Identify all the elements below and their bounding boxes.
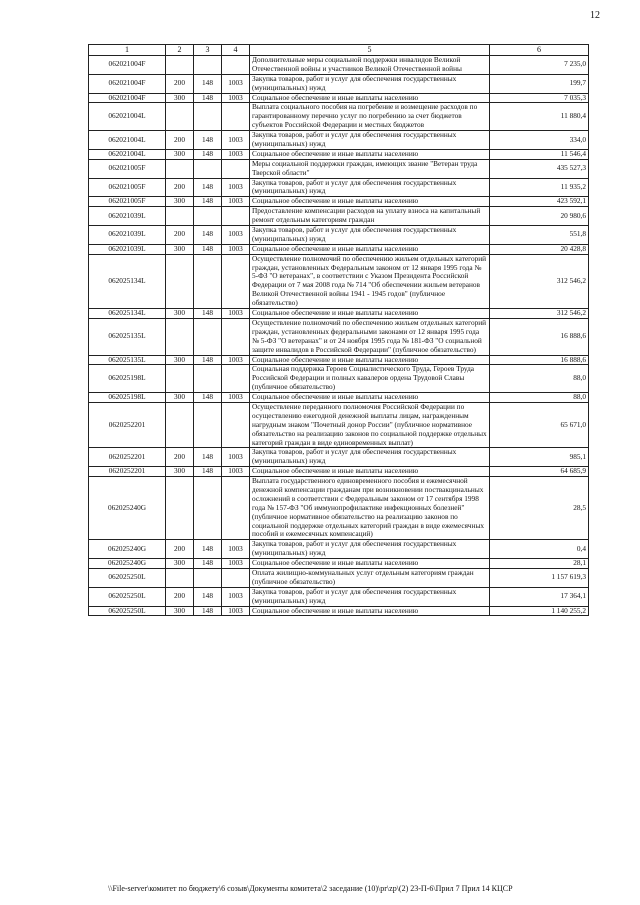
description-cell: Социальное обеспечение и иные выплаты населению xyxy=(250,93,490,103)
department-cell xyxy=(194,477,222,540)
amount-cell: 423 592,1 xyxy=(490,197,589,207)
description-cell: Меры социальной поддержки граждан, имеющих звание "Ветеран труда Тверской области" xyxy=(250,159,490,178)
expense-type-cell: 300 xyxy=(166,149,194,159)
expense-type-cell xyxy=(166,365,194,393)
department-cell: 148 xyxy=(194,393,222,403)
section-cell: 1003 xyxy=(222,309,250,319)
department-cell: 148 xyxy=(194,178,222,197)
section-cell: 1003 xyxy=(222,393,250,403)
table-row xyxy=(89,103,589,131)
code-cell: 062025250L xyxy=(89,606,166,616)
section-cell: 1003 xyxy=(222,448,250,467)
description-cell: Социальное обеспечение и иные выплаты населению xyxy=(250,355,490,365)
description-cell: Социальное обеспечение и иные выплаты населению xyxy=(250,606,490,616)
table-row xyxy=(89,74,589,93)
table-row xyxy=(89,606,589,616)
column-header: 5 xyxy=(250,45,490,56)
amount-cell: 11 880,4 xyxy=(490,103,589,131)
department-cell: 148 xyxy=(194,226,222,245)
amount-cell: 17 364,1 xyxy=(490,587,589,606)
budget-table xyxy=(88,44,589,616)
description-cell: Социальное обеспечение и иные выплаты населению xyxy=(250,197,490,207)
expense-type-cell: 200 xyxy=(166,448,194,467)
amount-cell: 16 888,6 xyxy=(490,355,589,365)
section-cell: 1003 xyxy=(222,467,250,477)
amount-cell: 88,0 xyxy=(490,365,589,393)
table-row xyxy=(89,309,589,319)
description-cell: Осуществление полномочий по обеспечению жильем отдельных категорий граждан, установленных Федеральным законом от 12 января 1995 года № 5-ФЗ "О ветеранах", в соответствии с Указом Президента Российской Федерации от 7 мая 2008 года № 714 "Об обеспечении жильем ветеранов Великой Отечественной войны 1941 - 1945 годов" (публичное обязательство) xyxy=(250,254,490,308)
table-row xyxy=(89,540,589,559)
table-row xyxy=(89,559,589,569)
amount-cell: 334,0 xyxy=(490,131,589,150)
department-cell: 148 xyxy=(194,131,222,150)
expense-type-cell xyxy=(166,159,194,178)
code-cell: 0620252201 xyxy=(89,402,166,447)
department-cell: 148 xyxy=(194,244,222,254)
column-header: 2 xyxy=(166,45,194,56)
code-cell: 062021005F xyxy=(89,159,166,178)
description-cell: Выплата государственного единовременного пособия и ежемесячной денежной компенсации гражданам при возникновении поствакцинальных осложнений в соответствии с Федеральным законом от 17 сентября 1998 года № 157-ФЗ "Об иммунопрофилактике инфекционных болезней" (публичное нормативное обязательство на реализацию законов по социальной поддержке отдельных категорий граждан в виде ежемесячных пособий и ежемесячных компенсаций) xyxy=(250,477,490,540)
amount-cell: 20 428,8 xyxy=(490,244,589,254)
expense-type-cell xyxy=(166,402,194,447)
description-cell: Социальное обеспечение и иные выплаты населению xyxy=(250,149,490,159)
expense-type-cell: 300 xyxy=(166,606,194,616)
code-cell: 062025240G xyxy=(89,477,166,540)
code-cell: 062025135L xyxy=(89,318,166,355)
column-header: 4 xyxy=(222,45,250,56)
table-row xyxy=(89,178,589,197)
amount-cell: 0,4 xyxy=(490,540,589,559)
section-cell: 1003 xyxy=(222,606,250,616)
table-row xyxy=(89,254,589,308)
section-cell: 1003 xyxy=(222,131,250,150)
table-row xyxy=(89,365,589,393)
amount-cell: 312 546,2 xyxy=(490,254,589,308)
table-row xyxy=(89,131,589,150)
section-cell xyxy=(222,207,250,226)
amount-cell: 7 035,3 xyxy=(490,93,589,103)
amount-cell: 88,0 xyxy=(490,393,589,403)
department-cell: 148 xyxy=(194,355,222,365)
table-row xyxy=(89,226,589,245)
department-cell: 148 xyxy=(194,467,222,477)
section-cell: 1003 xyxy=(222,226,250,245)
page-number: 12 xyxy=(590,10,600,21)
code-cell: 062025198L xyxy=(89,393,166,403)
table-row xyxy=(89,56,589,75)
code-cell: 062021004F xyxy=(89,74,166,93)
department-cell xyxy=(194,365,222,393)
code-cell: 062025135L xyxy=(89,355,166,365)
table-row xyxy=(89,448,589,467)
section-cell xyxy=(222,254,250,308)
section-cell xyxy=(222,159,250,178)
department-cell xyxy=(194,568,222,587)
amount-cell: 11 935,2 xyxy=(490,178,589,197)
description-cell: Закупка товаров, работ и услуг для обеспечения государственных (муниципальных) нужд xyxy=(250,540,490,559)
expense-type-cell: 300 xyxy=(166,467,194,477)
description-cell: Предоставление компенсации расходов на уплату взноса на капитальный ремонт отдельным категориям граждан xyxy=(250,207,490,226)
code-cell: 062021004L xyxy=(89,149,166,159)
description-cell: Выплата социального пособия на погребение и возмещение расходов по гарантированному перечню услуг по погребению за счет бюджетов субъектов Российской Федерации и местных бюджетов xyxy=(250,103,490,131)
section-cell: 1003 xyxy=(222,178,250,197)
amount-cell: 199,7 xyxy=(490,74,589,93)
table-row xyxy=(89,318,589,355)
department-cell xyxy=(194,207,222,226)
code-cell: 062025134L xyxy=(89,309,166,319)
department-cell xyxy=(194,159,222,178)
table-row xyxy=(89,393,589,403)
department-cell: 148 xyxy=(194,197,222,207)
description-cell: Социальное обеспечение и иные выплаты населению xyxy=(250,244,490,254)
department-cell: 148 xyxy=(194,149,222,159)
expense-type-cell: 300 xyxy=(166,197,194,207)
description-cell: Социальное обеспечение и иные выплаты населению xyxy=(250,393,490,403)
table-row xyxy=(89,402,589,447)
section-cell xyxy=(222,103,250,131)
expense-type-cell xyxy=(166,103,194,131)
amount-cell: 28,5 xyxy=(490,477,589,540)
code-cell: 062021005F xyxy=(89,197,166,207)
department-cell: 148 xyxy=(194,606,222,616)
department-cell: 148 xyxy=(194,559,222,569)
amount-cell: 64 685,9 xyxy=(490,467,589,477)
expense-type-cell: 300 xyxy=(166,393,194,403)
code-cell: 062021004F xyxy=(89,56,166,75)
column-header: 3 xyxy=(194,45,222,56)
code-cell: 0620252201 xyxy=(89,448,166,467)
code-cell: 062021004F xyxy=(89,93,166,103)
amount-cell: 985,1 xyxy=(490,448,589,467)
amount-cell: 551,8 xyxy=(490,226,589,245)
code-cell: 062021039L xyxy=(89,244,166,254)
description-cell: Осуществление переданного полномочия Российской Федерации по осуществлению ежегодной денежной выплаты лицам, награжденным нагрудным знаком "Почетный донор России" (публичное нормативное обязательство на реализацию законов по социальной поддержке отдельных категорий граждан в виде единовременных выплат) xyxy=(250,402,490,447)
expense-type-cell xyxy=(166,56,194,75)
description-cell: Осуществление полномочий по обеспечению жильем отдельных категорий граждан, установленных федеральными законами от 12 января 1995 года № 5-ФЗ "О ветеранах" и от 24 ноября 1995 года № 181-ФЗ "О социальной защите инвалидов в Российской Федерации" (публичное обязательство) xyxy=(250,318,490,355)
code-cell: 062025250L xyxy=(89,587,166,606)
file-path-footer: \\File-server\комитет по бюджету\6 созыв\Документы комитета\2 заседание (10)\pr\zp\(2) 23-П-6\Прил 7 Прил 14 КЦСР xyxy=(108,884,513,893)
amount-cell: 11 546,4 xyxy=(490,149,589,159)
amount-cell: 28,1 xyxy=(490,559,589,569)
code-cell: 062021004L xyxy=(89,131,166,150)
amount-cell: 65 671,0 xyxy=(490,402,589,447)
description-cell: Закупка товаров, работ и услуг для обеспечения государственных (муниципальных) нужд xyxy=(250,178,490,197)
table-row xyxy=(89,207,589,226)
description-cell: Закупка товаров, работ и услуг для обеспечения государственных (муниципальных) нужд xyxy=(250,226,490,245)
description-cell: Оплата жилищно-коммунальных услуг отдельным категориям граждан (публичное обязательство) xyxy=(250,568,490,587)
expense-type-cell xyxy=(166,568,194,587)
expense-type-cell: 300 xyxy=(166,309,194,319)
code-cell: 062025240G xyxy=(89,540,166,559)
description-cell: Закупка товаров, работ и услуг для обеспечения государственных (муниципальных) нужд xyxy=(250,74,490,93)
code-cell: 062025250L xyxy=(89,568,166,587)
table-row xyxy=(89,587,589,606)
section-cell: 1003 xyxy=(222,149,250,159)
amount-cell: 16 888,6 xyxy=(490,318,589,355)
section-cell: 1003 xyxy=(222,93,250,103)
expense-type-cell: 300 xyxy=(166,93,194,103)
code-cell: 062021039L xyxy=(89,207,166,226)
section-cell xyxy=(222,402,250,447)
section-cell: 1003 xyxy=(222,559,250,569)
department-cell: 148 xyxy=(194,309,222,319)
expense-type-cell xyxy=(166,207,194,226)
section-cell xyxy=(222,477,250,540)
expense-type-cell: 300 xyxy=(166,559,194,569)
department-cell xyxy=(194,56,222,75)
code-cell: 062025240G xyxy=(89,559,166,569)
code-cell: 0620252201 xyxy=(89,467,166,477)
code-cell: 062025134L xyxy=(89,254,166,308)
department-cell xyxy=(194,318,222,355)
department-cell xyxy=(194,402,222,447)
expense-type-cell: 200 xyxy=(166,131,194,150)
section-cell xyxy=(222,56,250,75)
description-cell: Социальное обеспечение и иные выплаты населению xyxy=(250,309,490,319)
section-cell xyxy=(222,365,250,393)
code-cell: 062025198L xyxy=(89,365,166,393)
code-cell: 062021004L xyxy=(89,103,166,131)
expense-type-cell: 200 xyxy=(166,178,194,197)
department-cell: 148 xyxy=(194,93,222,103)
expense-type-cell: 200 xyxy=(166,226,194,245)
table-row xyxy=(89,244,589,254)
table-header-row xyxy=(89,45,589,56)
table-row xyxy=(89,149,589,159)
description-cell: Социальное обеспечение и иные выплаты населению xyxy=(250,559,490,569)
table-row xyxy=(89,568,589,587)
department-cell: 148 xyxy=(194,448,222,467)
section-cell: 1003 xyxy=(222,244,250,254)
section-cell xyxy=(222,568,250,587)
section-cell: 1003 xyxy=(222,197,250,207)
section-cell: 1003 xyxy=(222,74,250,93)
expense-type-cell: 200 xyxy=(166,540,194,559)
section-cell: 1003 xyxy=(222,540,250,559)
expense-type-cell: 300 xyxy=(166,244,194,254)
department-cell xyxy=(194,103,222,131)
code-cell: 062021039L xyxy=(89,226,166,245)
section-cell: 1003 xyxy=(222,355,250,365)
column-header: 1 xyxy=(89,45,166,56)
expense-type-cell: 200 xyxy=(166,74,194,93)
amount-cell: 20 980,6 xyxy=(490,207,589,226)
expense-type-cell xyxy=(166,477,194,540)
table-row xyxy=(89,159,589,178)
table-row xyxy=(89,477,589,540)
description-cell: Закупка товаров, работ и услуг для обеспечения государственных (муниципальных) нужд xyxy=(250,587,490,606)
description-cell: Закупка товаров, работ и услуг для обеспечения государственных (муниципальных) нужд xyxy=(250,448,490,467)
section-cell: 1003 xyxy=(222,587,250,606)
department-cell: 148 xyxy=(194,587,222,606)
description-cell: Закупка товаров, работ и услуг для обеспечения государственных (муниципальных) нужд xyxy=(250,131,490,150)
amount-cell: 312 546,2 xyxy=(490,309,589,319)
description-cell: Социальное обеспечение и иные выплаты населению xyxy=(250,467,490,477)
amount-cell: 435 527,3 xyxy=(490,159,589,178)
department-cell xyxy=(194,254,222,308)
column-header: 6 xyxy=(490,45,589,56)
description-cell: Дополнительные меры социальной поддержки инвалидов Великой Отечественной войны и участников Великой Отечественной войны xyxy=(250,56,490,75)
code-cell: 062021005F xyxy=(89,178,166,197)
expense-type-cell xyxy=(166,254,194,308)
section-cell xyxy=(222,318,250,355)
expense-type-cell: 200 xyxy=(166,587,194,606)
expense-type-cell xyxy=(166,318,194,355)
amount-cell: 1 140 255,2 xyxy=(490,606,589,616)
department-cell: 148 xyxy=(194,74,222,93)
expense-type-cell: 300 xyxy=(166,355,194,365)
amount-cell: 1 157 619,3 xyxy=(490,568,589,587)
department-cell: 148 xyxy=(194,540,222,559)
description-cell: Социальная поддержка Героев Социалистического Труда, Героев Труда Российской Федерации и полных кавалеров ордена Трудовой Славы (публичное обязательство) xyxy=(250,365,490,393)
amount-cell: 7 235,0 xyxy=(490,56,589,75)
